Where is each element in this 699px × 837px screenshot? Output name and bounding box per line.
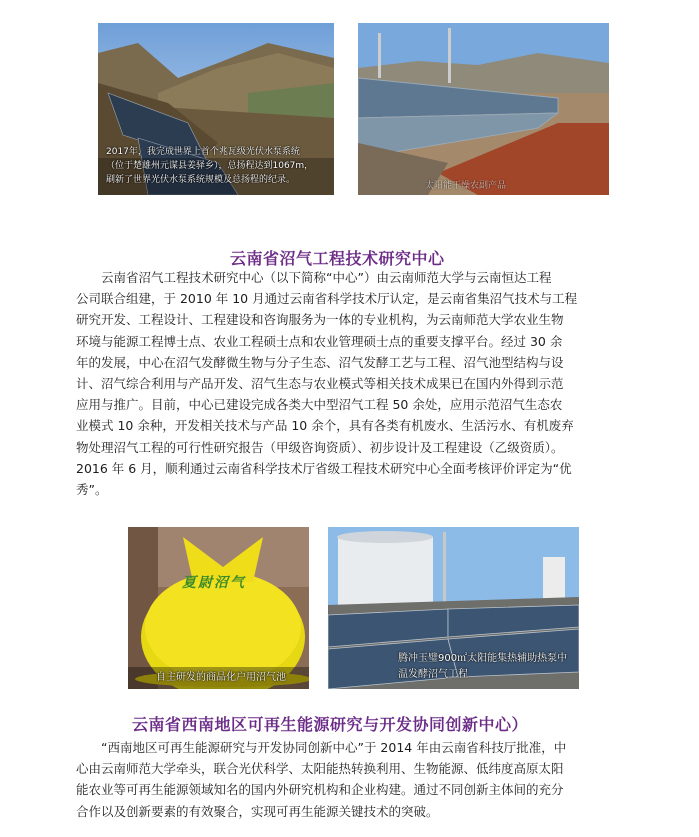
tank-label: 夏尉沼气	[182, 575, 246, 591]
photo-biogas-tank	[128, 527, 309, 689]
caption-line: 2017年，我完成世界上首个兆瓦级光伏水泵系统	[106, 147, 300, 157]
section-body	[76, 737, 624, 822]
photo-caption	[106, 145, 330, 187]
paragraph-line: 环境与能源工程博士点、农业工程硕士点和农业管理硕士点的重要支撑平台。经过 30 余	[76, 333, 563, 349]
paragraph-line: 计、沼气综合利用与产品开发、沼气生态与农业模式等相关技术成果已在国内外得到示范	[76, 376, 564, 392]
paragraph-line: 云南省沼气工程技术研究中心（以下简称“中心”）由云南师范大学与云南恒达工程	[101, 270, 552, 285]
paragraph-line: 秀”。	[76, 482, 108, 498]
paragraph-line: 2016 年 6 月，顺利通过云南省科学技术厅省级工程技术研究中心全面考核评价评定为“优	[76, 460, 572, 476]
paragraph-line: 物处理沼气工程的可行性研究报告（甲级咨询资质）、初步设计及工程建设（乙级资质）。	[76, 439, 564, 455]
paragraph-line: 应用与推广。目前，中心已建设完成各类大中型沼气工程 50 余处，应用示范沼气生态农	[76, 397, 563, 413]
paragraph-line: 研究开发、工程设计、工程建设和咨询服务为一体的专业机构，为云南师范大学农业生物	[76, 312, 564, 328]
paragraph-line: 年的发展，中心在沼气发酵微生物与分子生态、沼气发酵工艺与工程、沼气池型结构与设	[76, 354, 564, 370]
caption-line: 刷新了世界光伏水泵系统规模及总扬程的纪录。	[106, 175, 296, 185]
photo-caption: 太阳能干燥农副产品	[425, 181, 507, 191]
paragraph-line: 公司联合组建，于 2010 年 10 月通过云南省科学技术厅认定，是云南省集沼气技术与工程	[76, 291, 578, 307]
paragraph-line: “西南地区可再生能源研究与开发协同创新中心”于 2014 年由云南省科技厅批准，中	[101, 740, 567, 755]
section-title: 云南省西南地区可再生能源研究与开发协同创新中心）	[132, 715, 529, 734]
section-title: 云南省沼气工程技术研究中心	[230, 249, 445, 268]
section-body	[76, 267, 624, 500]
paragraph-line: 能农业等可再生能源领域知名的国内外研究机构和企业构建。通过不同创新主体间的充分	[76, 782, 564, 798]
caption-line: 腾冲玉璧900㎡太阳能集热辅助热泵中	[398, 653, 568, 664]
paragraph-line: 心由云南师范大学牵头，联合光伏科学、太阳能热转换利用、生物能源、低纬度高原太阳	[76, 761, 564, 777]
photo-solar-dryer	[358, 23, 609, 195]
photo-caption	[398, 651, 567, 683]
caption-line: （位于楚雄州元谋县姜驿乡），总扬程达到1067m，	[106, 161, 314, 171]
paragraph-line: 业模式 10 余种，开发相关技术与产品 10 余个，具有各类有机废水、生活污水、有机废弃	[76, 418, 574, 434]
paragraph-line: 合作以及创新要素的有效聚合，实现可再生能源关键技术的突破。	[76, 803, 439, 819]
photo-caption: 自主研发的商品化户用沼气池	[156, 672, 286, 683]
caption-line: 温发酵沼气工程	[398, 669, 468, 680]
